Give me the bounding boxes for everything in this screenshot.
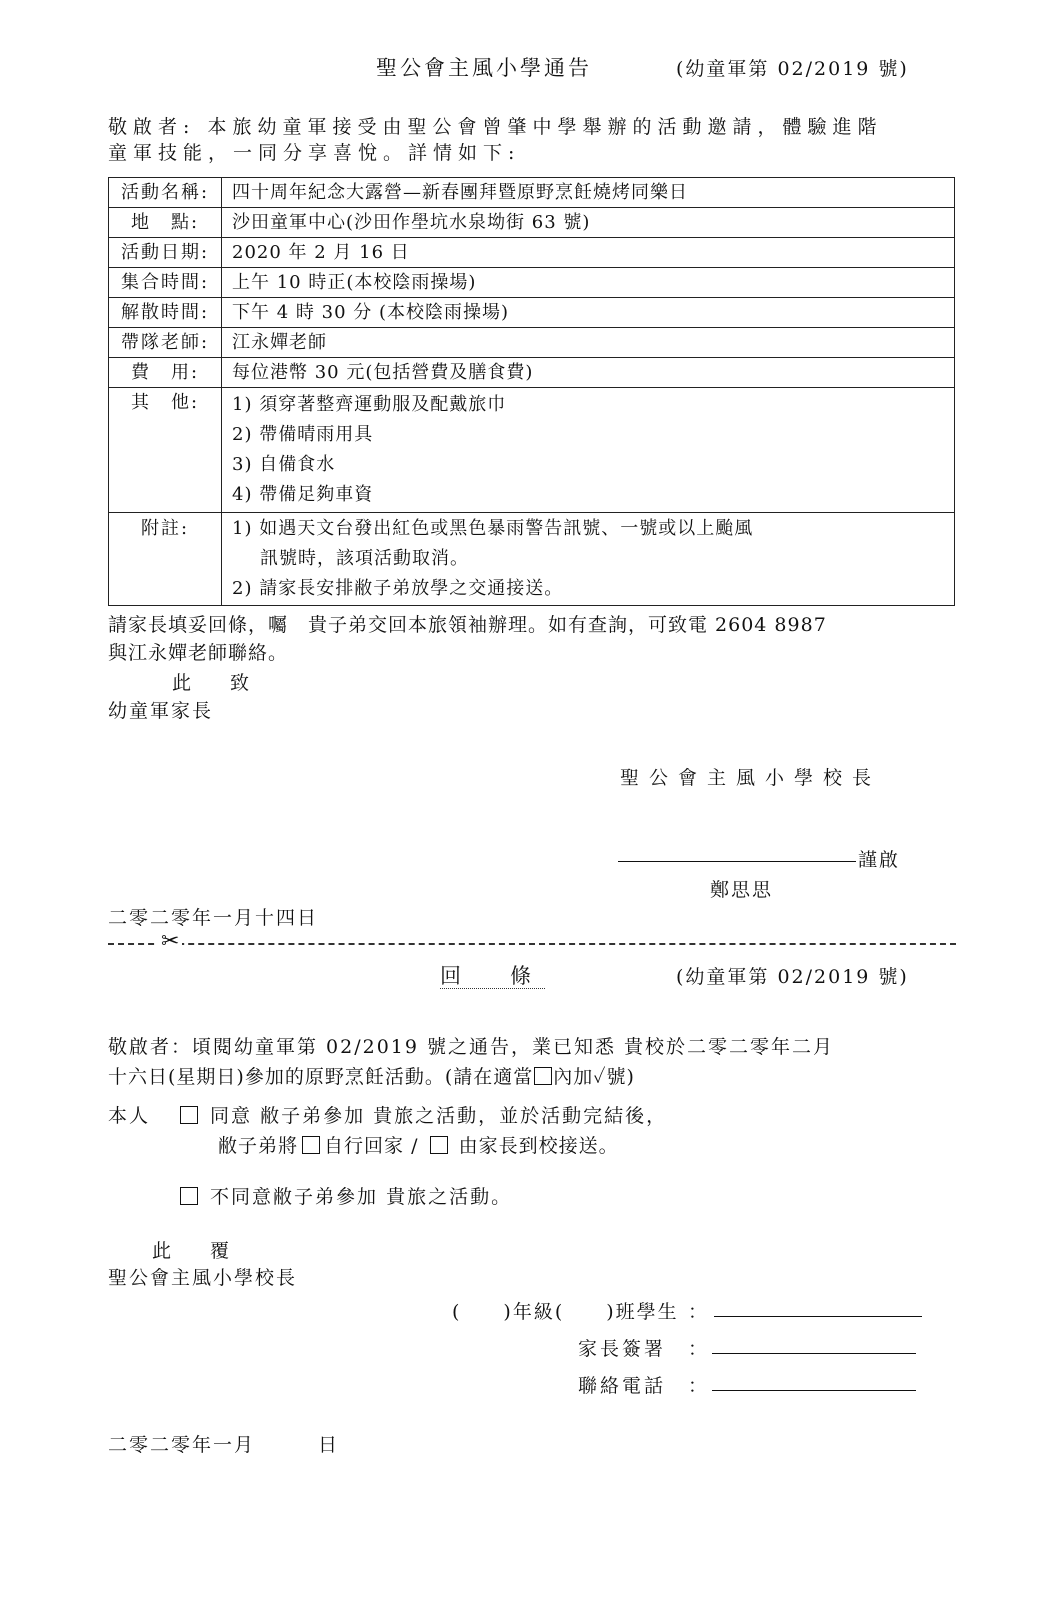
reply-salutation: 此 覆 [152,1240,240,1262]
row-label: 解散時間: [109,298,222,328]
row-value: 江永嬋老師 [222,328,955,358]
agree-text: 同意 敝子弟參加 貴旅之活動，並於活動完結後， [210,1105,668,1127]
reply-reference: (幼童軍第 02/2019 號) [676,966,909,988]
others-item: 2) 帶備晴雨用具 [232,424,374,445]
activity-details-table [108,177,955,606]
reply-title: 回 條 [440,964,545,988]
row-value: 沙田童軍中心(沙田作壆坑水泉坳街 63 號) [222,208,955,238]
agree-checkbox[interactable] [180,1106,198,1124]
notice-title: 聖公會主風小學通告 [376,56,592,80]
notice-intro-line1: 敬啟者: 本旅幼童軍接受由聖公會曾肇中學舉辦的活動邀請，體驗進階 [108,116,883,138]
table-row-remarks [109,513,955,606]
row-value: 下午 4 時 30 分 (本校陰雨操場) [222,298,955,328]
checkbox-sample [534,1067,552,1085]
reply-instruction-line1: 請家長填妥回條，囑 貴子弟交回本旅領袖辦理。如有查詢，可致電 2604 8987 [108,614,827,636]
remarks-item: 2) 請家長安排敝子弟放學之交通接送。 [232,578,564,599]
remarks-item: 訊號時，該項活動取消。 [260,548,469,569]
student-name-field[interactable] [714,1316,922,1317]
salutation: 此 致 [172,672,260,694]
remarks-label: 附註: [109,513,222,606]
checkmark-icon: ✓ [593,1066,607,1088]
colon: ： [688,1338,708,1360]
table-row [109,268,955,298]
pickup-options: 敝子弟將 自行回家 / 由家長到校接送。 [218,1135,619,1157]
phone-label: 聯絡電話 [578,1375,667,1397]
reply-intro-line2: 十六日(星期日)參加的原野烹飪活動。(請在適當 內加✓號) [108,1066,635,1088]
others-item: 3) 自備食水 [232,454,336,475]
scissors-icon: ✂ [158,929,182,955]
table-row [109,358,955,388]
reply-date: 二零二零年一月 日 [108,1434,340,1456]
agree-option [176,1101,667,1128]
row-label: 地 點: [109,208,222,238]
row-value: 2020 年 2 月 16 日 [222,238,955,268]
self-return-checkbox[interactable] [302,1136,320,1154]
notice-date: 二零二零年一月十四日 [108,907,319,929]
row-value: 上午 10 時正(本校陰雨操場) [222,268,955,298]
remarks-item: 1) 如遇天文台發出紅色或黑色暴雨警告訊號、一號或以上颱風 [232,518,754,539]
row-value: 每位港幣 30 元(包括營費及膳食費) [222,358,955,388]
self-label: 本人 [108,1105,151,1127]
table-row-others [109,388,955,513]
table-row [109,328,955,358]
others-item: 4) 帶備足夠車資 [232,484,374,505]
reply-instruction-line2: 與江永嬋老師聯絡。 [108,642,289,664]
row-label: 帶隊老師: [109,328,222,358]
principal-name: 鄭思思 [710,879,774,901]
signature-line [618,861,856,862]
respectfully-text: 謹啟 [858,849,901,871]
table-row [109,178,955,208]
table-row [109,298,955,328]
reply-recipient: 聖公會主風小學校長 [108,1267,298,1289]
cut-line [108,943,956,945]
parent-sign-label: 家長簽署 [578,1338,667,1360]
signer-title: 聖公會主風小學校長 [620,767,882,789]
others-label: 其 他: [109,388,222,513]
row-label: 活動名稱: [109,178,222,208]
disagree-checkbox[interactable] [180,1187,198,1205]
notice-intro-line2: 童軍技能，一同分享喜悅。詳情如下: [108,142,521,164]
phone-field[interactable] [712,1390,916,1391]
disagree-option [176,1182,512,1209]
student-class-label: ( )年級( )班學生 [452,1301,679,1323]
row-label: 活動日期: [109,238,222,268]
colon: ： [688,1301,708,1323]
notice-reference: (幼童軍第 02/2019 號) [676,58,909,80]
parent-signature-field[interactable] [712,1353,916,1354]
row-label: 費 用: [109,358,222,388]
colon: ： [688,1375,708,1397]
row-value: 四十周年紀念大露營—新春團拜暨原野烹飪燒烤同樂日 [222,178,955,208]
parent-pickup-checkbox[interactable] [430,1136,448,1154]
table-row [109,208,955,238]
others-item: 1) 須穿著整齊運動服及配戴旅巾 [232,394,507,415]
reply-intro-line1: 敬啟者：頃閱幼童軍第 02/2019 號之通告，業已知悉 貴校於二零二零年二月 [108,1036,835,1058]
recipient: 幼童軍家長 [108,700,214,722]
disagree-text: 不同意敝子弟參加 貴旅之活動。 [210,1186,513,1208]
row-label: 集合時間: [109,268,222,298]
table-row [109,238,955,268]
